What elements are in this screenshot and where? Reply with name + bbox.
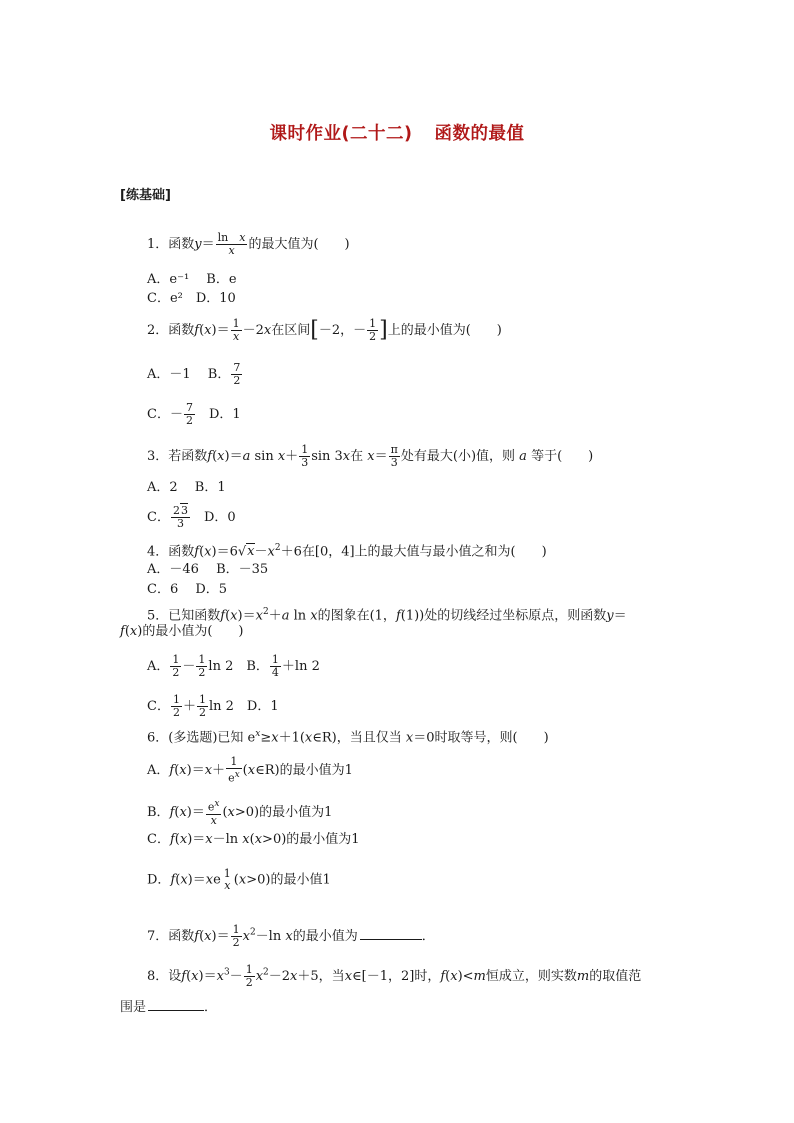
question-6: 6．(多选题)已知 $e^x\ge x+1(x\in R)$，当且仅当 x＝0时取等号，则( ) bbox=[147, 729, 549, 746]
q6-option-d: D．f(x)＝xe 1 x (x>0)的最小值1 bbox=[147, 867, 331, 892]
section-heading: [练基础] bbox=[120, 188, 171, 203]
question-8-cont: 围是 ． bbox=[120, 1000, 218, 1015]
q5-options-cd: C． $\frac{1}{2}$ ＋ $\frac{1}{2}$ ln 2 D．1 bbox=[147, 693, 279, 719]
q3-options-cd: C． $\frac{23}{3}$ D．0 bbox=[147, 504, 236, 530]
q5-options-ab: A． $\frac{1}{2}$ － $\frac{1}{2}$ ln 2 B． $\frac{1}{4}$ ＋ln 2 bbox=[147, 653, 320, 679]
q6-option-b: B．f(x)＝ $\frac{e^x}{x}$ (x>0)的最小值为1 bbox=[147, 799, 333, 827]
q6-option-c: C．f(x)＝x－ln x(x>0)的最小值为1 bbox=[147, 832, 360, 847]
question-2: 2．函数f(x)＝ $\frac{1}{x}$ －2x在区间[－2，－ $\frac{1}{2}$ ]上的最小值为( ) bbox=[147, 317, 502, 343]
page-title: 课时作业(二十二) 函数的最值 bbox=[269, 124, 525, 144]
q2-options-ab: A．－1 B． $\frac{7}{2}$ bbox=[147, 361, 241, 387]
q4-options-cd: C．6 D．5 bbox=[147, 582, 228, 597]
question-5: 5．已知函数$f(x)=x^2+a$ ln x的图象在(1，f(1))处的切线经过坐标原点，则函数y＝ bbox=[147, 607, 627, 624]
answer-blank[interactable] bbox=[148, 1010, 204, 1011]
question-7: 7．函数f(x)＝ $\frac{1}{2}$ $x^2-\ln$ x的最小值为 ． bbox=[147, 923, 435, 949]
q1-options-cd: C．e² D．10 bbox=[147, 291, 236, 306]
question-4: 4．函数$f(x)=6√x-x^2+6$在[0，4]上的最大值与最小值之和为( ) bbox=[147, 543, 547, 560]
question-1: 1．函数y＝ $\frac{\text{ln x}}{x}$ 的最大值为( ) bbox=[147, 231, 350, 257]
question-3: 3．若函数f(x)＝a sin x＋ $\frac{1}{3}$ sin 3x在 x＝ $\frac{\pi}{3}$ 处有最大(小)值，则 a 等于( ) bbox=[147, 443, 594, 469]
q6-option-a: A．f(x)＝x＋ $\frac{1}{e^x}$ (x∈R)的最小值为1 bbox=[147, 755, 353, 785]
question-8: 8．设$f(x)=x^3-$ $\frac{1}{2}$ $x^2-2x+5$，当x∈[－1，2]时，f(x)<m恒成立，则实数m的取值范 bbox=[147, 963, 642, 989]
q2-options-cd: C．－ $\frac{7}{2}$ D．1 bbox=[147, 401, 241, 427]
answer-blank[interactable] bbox=[360, 939, 422, 940]
q1-options-ab: A．e⁻¹ B．e bbox=[147, 272, 237, 287]
fraction: $\frac{\text{ln x}}{x}$ bbox=[217, 231, 246, 257]
question-5-cont: f(x)的最小值为( ) bbox=[120, 624, 244, 639]
q3-options-ab: A．2 B．1 bbox=[147, 480, 226, 495]
q4-options-ab: A．－46 B．－35 bbox=[147, 562, 269, 577]
